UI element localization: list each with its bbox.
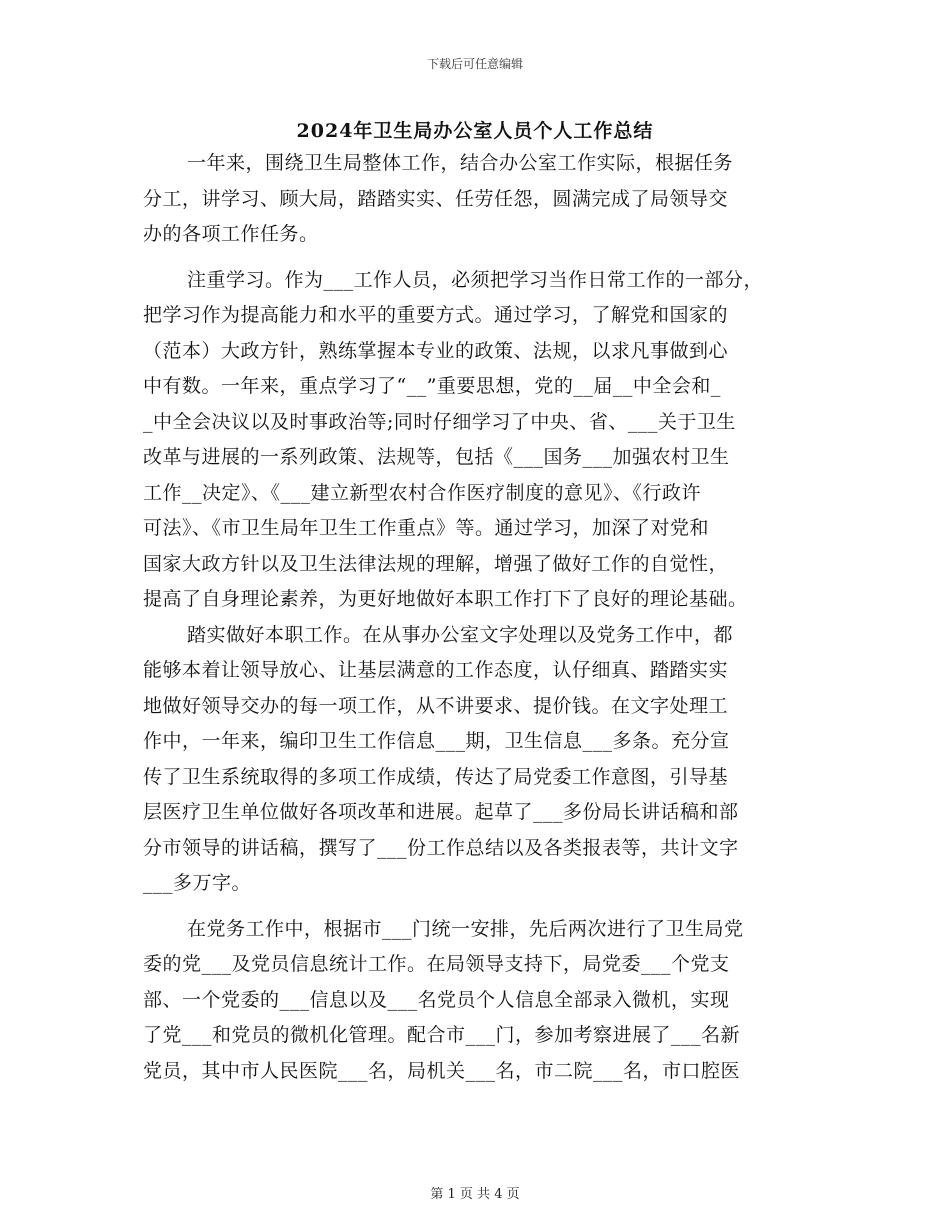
document-body: [143, 146, 805, 1089]
text-line: 能够本着让领导放心、让基层满意的工作态度，认仔细真、踏踏实实: [143, 659, 729, 681]
text-line: 部、一个党委的___信息以及___名党员个人信息全部录入微机，实现: [143, 988, 730, 1011]
text-line: _中全会决议以及时事政治等;同时仔细学习了中央、省、___关于卫生: [143, 410, 736, 433]
page-header: 下载后可任意编辑: [426, 57, 523, 71]
text-line: ___多万字。: [143, 872, 252, 894]
text-line: 工作__决定》、《___建立新型农村合作医疗制度的意见》、《行政许: [143, 481, 702, 504]
document-title: 2024年卫生局办公室人员个人工作总结: [296, 120, 654, 142]
text-line: 传了卫生系统取得的多项工作成绩，传达了局党委工作意图，引导基: [143, 765, 729, 788]
text-line: 可法》、《市卫生局年卫生工作重点》等。通过学习，加深了对党和: [143, 517, 710, 539]
text-line: 中有数。一年来，重点学习了“__”重要思想，党的__届__中全会和_: [143, 375, 721, 397]
paragraph: [143, 263, 805, 618]
text-line: 提高了自身理论素养，为更好地做好本职工作打下了良好的理论基础。: [143, 588, 748, 610]
text-line: 注重学习。作为___工作人员，必须把学习当作日常工作的一部分，: [187, 268, 764, 291]
paragraph: [143, 146, 805, 253]
paragraph: [143, 618, 805, 902]
page-footer: 第 1 页 共 4 页: [430, 1187, 520, 1202]
text-line: 把学习作为提高能力和水平的重要方式。通过学习，了解党和国家的: [143, 304, 729, 326]
text-line: 党员，其中市人民医院___名，局机关___名，市二院___名，市口腔医: [143, 1059, 741, 1082]
text-line: 分市领导的讲话稿，撰写了___份工作总结以及各类报表等，共计文字: [143, 836, 739, 859]
text-line: 一年来，围绕卫生局整体工作，结合办公室工作实际，根据任务: [187, 152, 734, 174]
text-line: （范本）大政方针，熟练掌握本专业的政策、法规，以求凡事做到心: [143, 339, 729, 362]
text-line: 作中，一年来，编印卫生工作信息___期，卫生信息___多条。充分宣: [143, 730, 730, 752]
text-line: 在党务工作中，根据市___门统一安排，先后两次进行了卫生局党: [187, 917, 744, 940]
text-line: 地做好领导交办的每一项工作，从不讲要求、提价钱。在文字处理工: [143, 694, 729, 717]
text-line: 踏实做好本职工作。在从事办公室文字处理以及党务工作中，都: [187, 623, 734, 646]
text-line: 分工，讲学习、顾大局，踏踏实实、任劳任怨，圆满完成了局领导交: [143, 187, 729, 210]
text-line: 委的党___及党员信息统计工作。在局领导支持下，局党委___个党支: [143, 953, 730, 975]
text-line: 办的各项工作任务。: [143, 223, 319, 245]
text-line: 改革与进展的一系列政策、法规等，包括《___国务___加强农村卫生: [143, 446, 730, 468]
paragraph: [143, 912, 805, 1090]
text-line: 层医疗卫生单位做好各项改革和进展。起草了___多份局长讲话稿和部: [143, 801, 739, 823]
text-line: 了党___和党员的微机化管理。配合市___门，参加考察进展了___名新: [143, 1024, 741, 1046]
text-line: 国家大政方针以及卫生法律法规的理解，增强了做好工作的自觉性，: [143, 552, 729, 575]
